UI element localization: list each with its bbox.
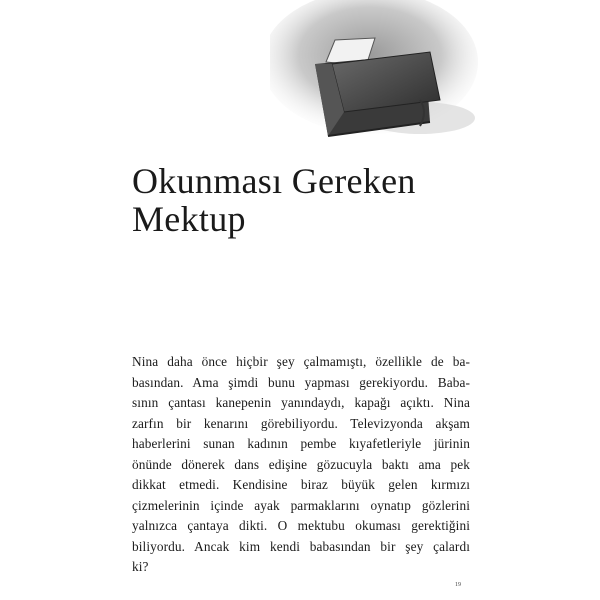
chapter-title-line: Okunması Gereken — [132, 161, 416, 201]
body-paragraph — [132, 352, 470, 578]
page-number: 19 — [455, 582, 461, 588]
text-line: çizmelerinin içinde ayak parmaklarını oynatıp gözlerini — [132, 497, 470, 513]
text-line: haberlerini sunan kadının pembe kıyafetleriyle jürinin — [132, 436, 470, 451]
chapter-title-line: Mektup — [132, 199, 246, 239]
text-line: dikkat etmedi. Kendisine biraz büyük gelen kırmızı — [132, 477, 470, 492]
text-line: sının çantası kanepenin yanındaydı, kapağı açıktı. Nina — [132, 395, 470, 410]
text-line: önünde dönerek dans edişine gözucuyla baktı ama pek — [132, 456, 470, 472]
text-line: basından. Ama şimdi bunu yapması gerekiyordu. Baba- — [132, 374, 470, 390]
briefcase-with-envelope-icon — [270, 0, 480, 145]
text-line: yalnızca çantaya dikti. O mektubu okuması gerektiğini — [132, 518, 470, 533]
text-line: zarfın bir kenarını görebiliyordu. Televizyonda akşam — [132, 415, 470, 431]
text-line: biliyordu. Ancak kim kendi babasından bir şey çalardı — [132, 538, 470, 554]
text-line: ki? — [132, 559, 149, 574]
text-line: Nina daha önce hiçbir şey çalmamıştı, özellikle de ba- — [132, 354, 470, 369]
chapter-title — [132, 162, 416, 238]
